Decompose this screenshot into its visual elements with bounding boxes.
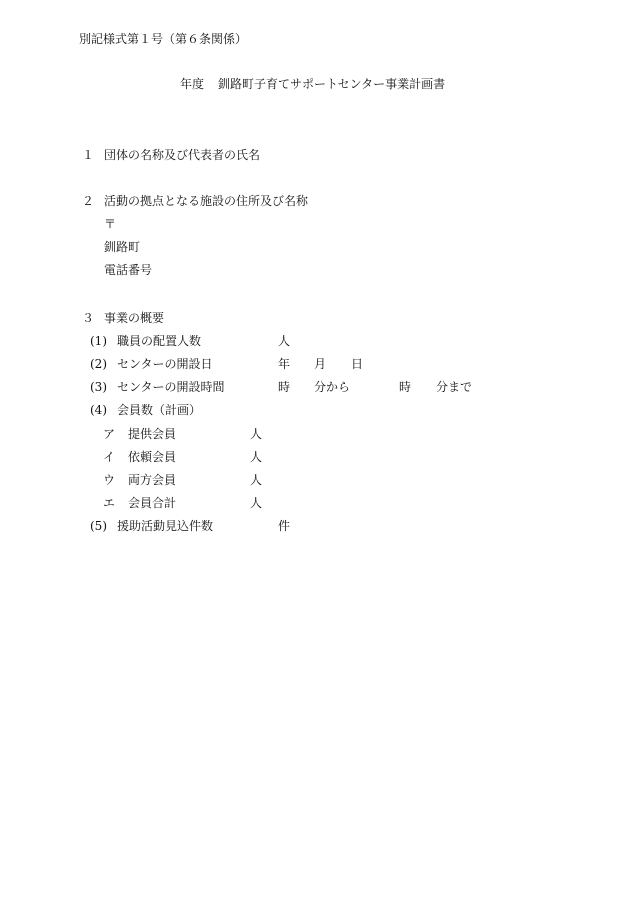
item4-label: 会員数（計画） <box>117 403 202 417</box>
member-mark: エ <box>103 496 116 510</box>
item1-label: 職員の配置人数 <box>117 334 202 348</box>
title-year: 年度 <box>180 77 205 91</box>
phone-label: 電話番号 <box>104 263 153 277</box>
member-mark: イ <box>103 450 116 464</box>
section3-heading: 事業の概要 <box>104 311 165 325</box>
item1-unit: 人 <box>278 334 291 348</box>
item3-label: センターの開設時間 <box>117 380 225 394</box>
member-label: 会員合計 <box>128 496 177 510</box>
item3-end-min-unit: 分まで <box>436 380 473 394</box>
item2-month-unit: 月 <box>314 357 327 371</box>
item3-start-min-unit: 分から <box>314 380 351 394</box>
member-label: 提供会員 <box>128 427 177 441</box>
item5-label: 援助活動見込件数 <box>117 519 214 533</box>
form-label: 別記様式第１号（第６条関係） <box>79 32 248 46</box>
section2-heading: 活動の拠点となる施設の住所及び名称 <box>104 194 309 208</box>
item2-day-unit: 日 <box>351 357 364 371</box>
member-mark: ア <box>103 427 116 441</box>
item3-start-hour-unit: 時 <box>278 380 291 394</box>
item2-label: センターの開設日 <box>117 357 213 371</box>
member-unit: 人 <box>250 427 263 441</box>
item1-number: (1) <box>90 334 107 348</box>
item3-number: (3) <box>90 380 107 394</box>
member-unit: 人 <box>250 450 263 464</box>
item3-end-hour-unit: 時 <box>399 380 412 394</box>
section3-number: ３ <box>82 311 95 325</box>
member-unit: 人 <box>250 473 263 487</box>
section1-number: １ <box>82 148 95 162</box>
section1-heading: 団体の名称及び代表者の氏名 <box>104 148 261 162</box>
item4-number: (4) <box>90 403 107 417</box>
member-unit: 人 <box>250 496 263 510</box>
item5-number: (5) <box>90 519 107 533</box>
section2-number: ２ <box>82 194 95 208</box>
member-label: 両方会員 <box>128 473 177 487</box>
member-mark: ウ <box>103 473 116 487</box>
town-name: 釧路町 <box>104 240 141 254</box>
document-title: 釧路町子育てサポートセンター事業計画書 <box>218 77 446 91</box>
item2-year-unit: 年 <box>278 357 291 371</box>
member-label: 依頼会員 <box>128 450 177 464</box>
postal-mark: 〒 <box>104 217 117 231</box>
item5-unit: 件 <box>278 519 291 533</box>
item2-number: (2) <box>90 357 107 371</box>
